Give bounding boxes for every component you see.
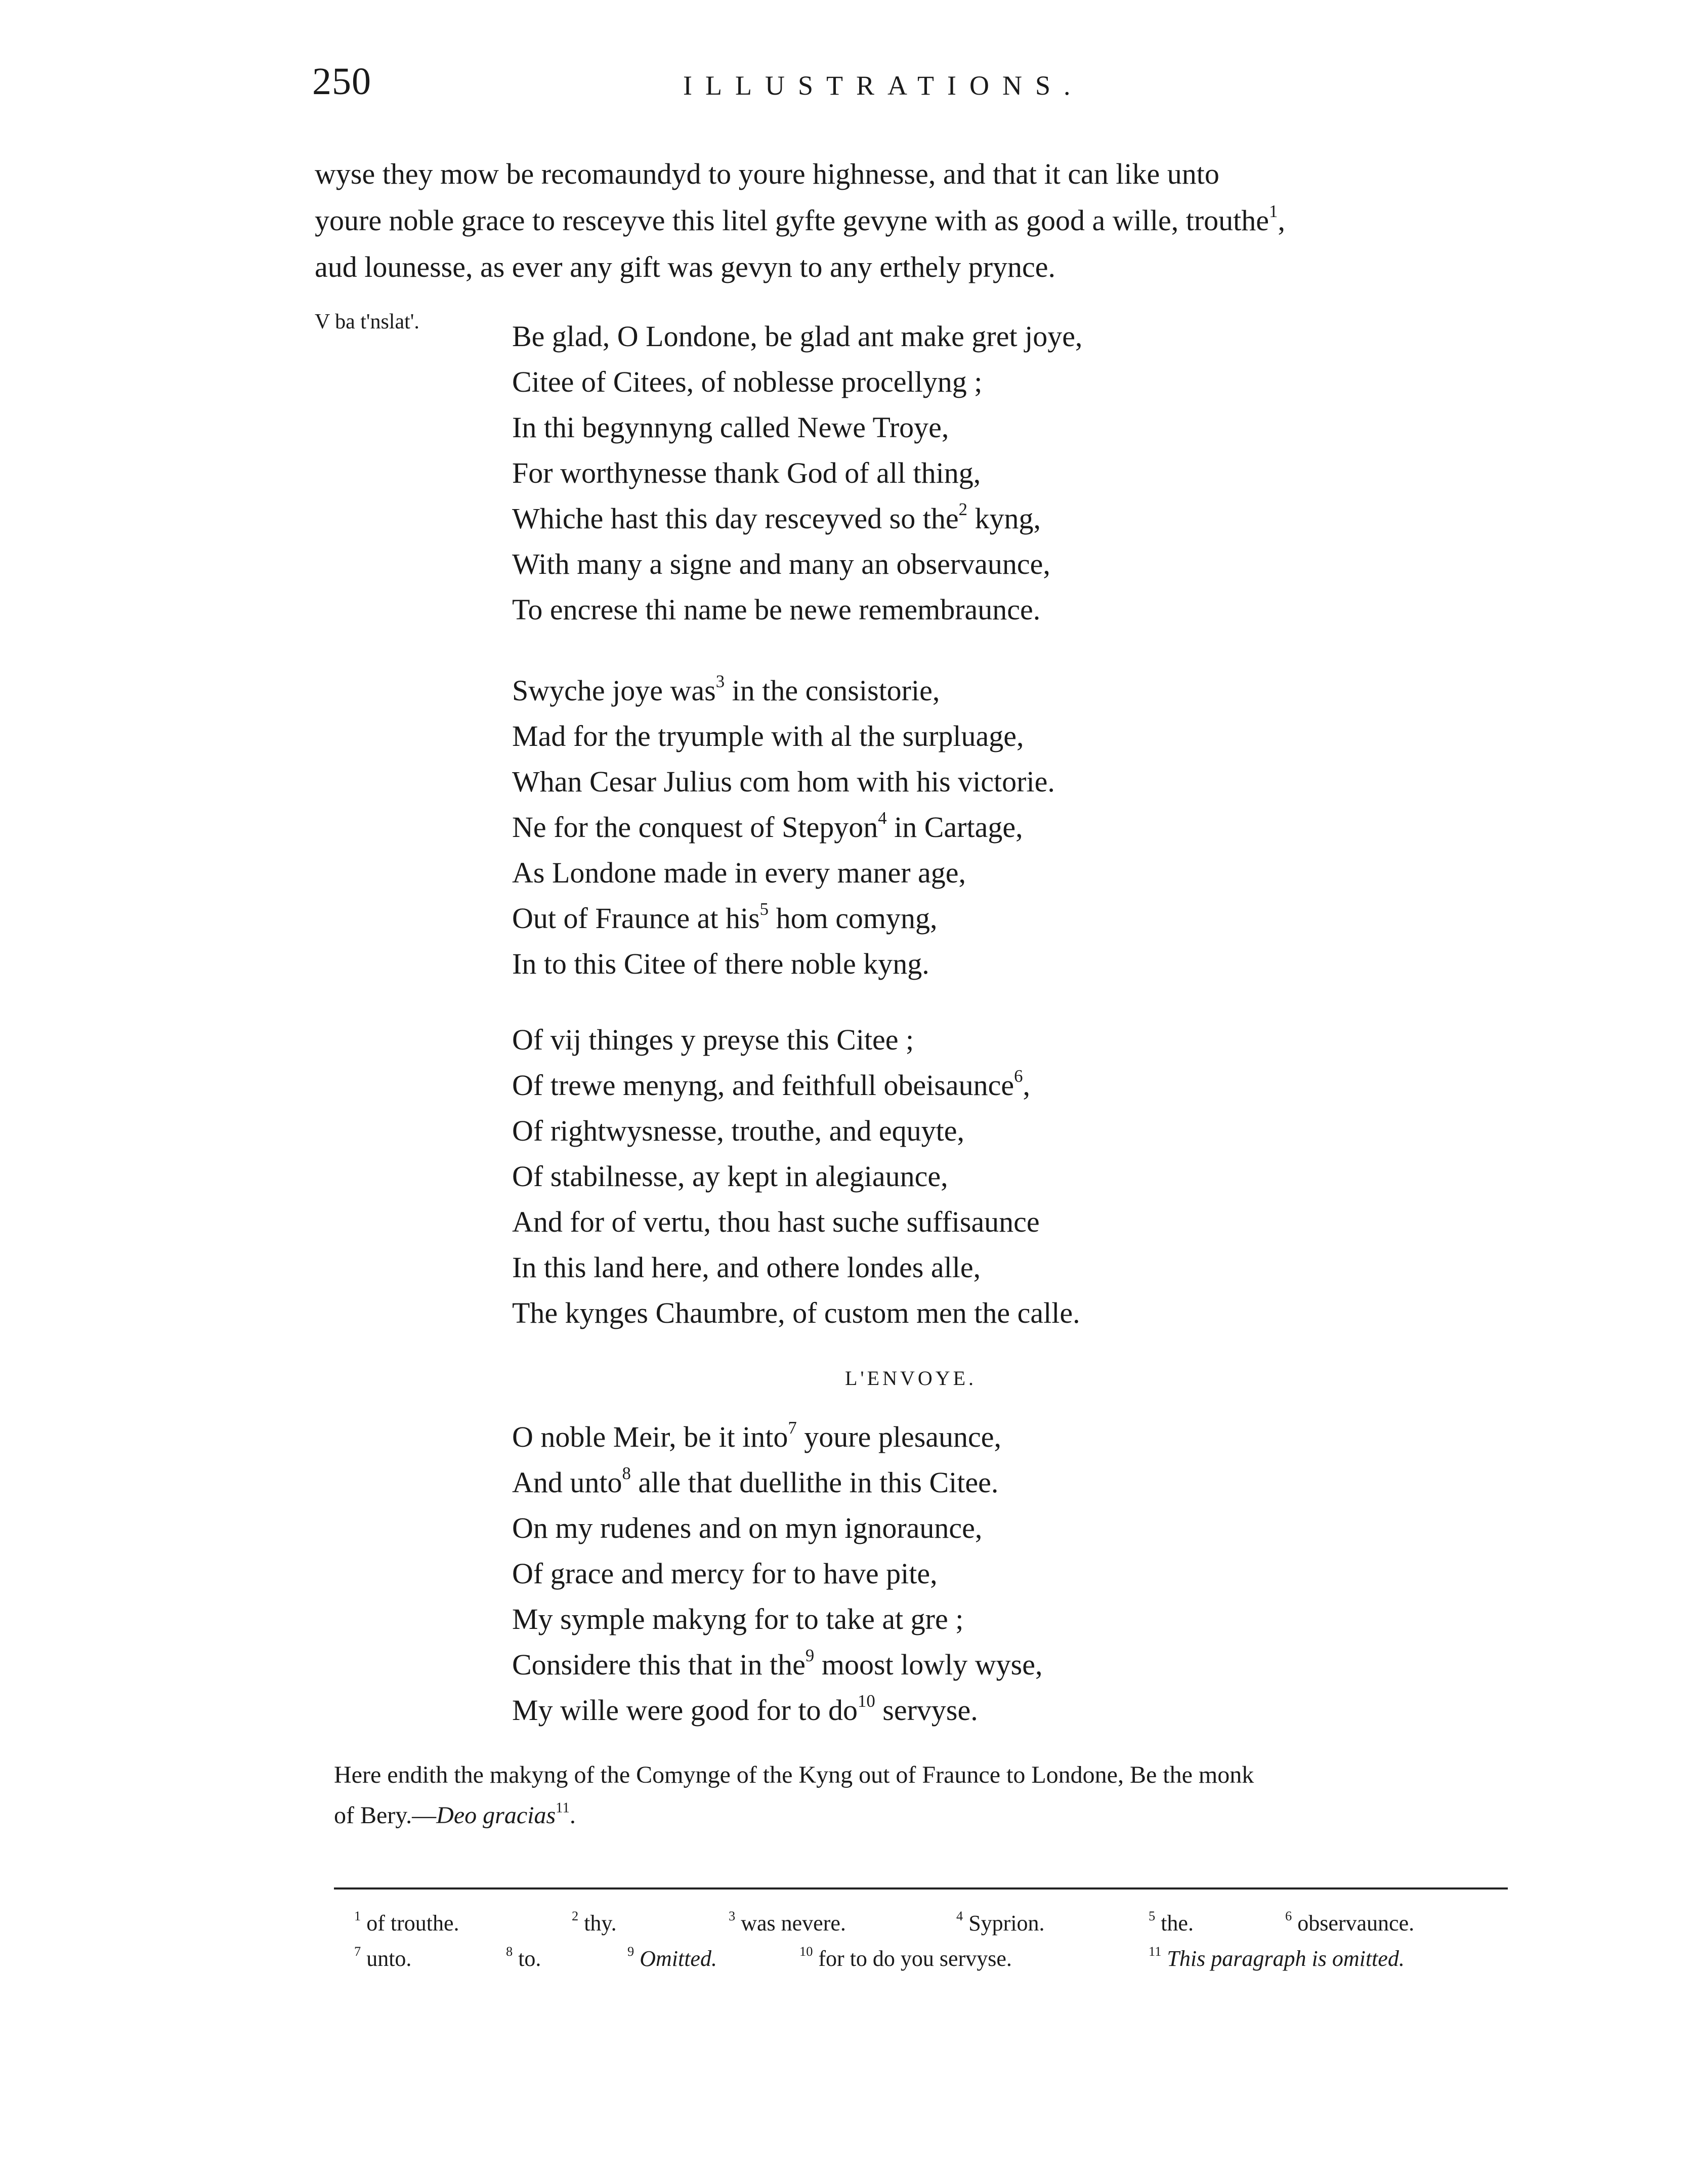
closing-line [334,1795,1508,1836]
running-title: ILLUSTRATIONS. [683,70,1084,101]
verse-line: My symple makyng for to take at gre ; [512,1603,964,1635]
footnote-text: to. [518,1946,541,1971]
verse-line [512,1642,1042,1688]
footnote-mark: 5 [1149,1908,1156,1924]
verse-line: To encrese thi name be newe remembraunce. [512,593,1041,626]
verse-line [512,896,1055,941]
closing-italic: Deo gracias [436,1802,556,1829]
note-marker: 8 [622,1463,631,1483]
verse-line [512,1414,1042,1460]
verse-text: moost lowly wyse, [814,1648,1043,1681]
footnote-mark: 9 [627,1944,634,1959]
footnote [572,1910,617,1936]
footnote [506,1946,541,1971]
verse-text: alle that duellithe in this Citee. [630,1466,999,1499]
footnote-text: Syprion. [968,1911,1045,1936]
envoy-heading: L'ENVOYE. [845,1367,977,1390]
footnote [354,1946,411,1971]
footnote [354,1910,459,1936]
verse-line: Of vij thinges y preyse this Citee ; [512,1023,914,1056]
closing-text: of Bery.— [334,1802,437,1829]
footnote [1149,1910,1194,1936]
verse-text: in the consistorie, [725,674,940,707]
verse-line [512,1063,1080,1108]
verse-text: Ne for the conquest of Stepyon [512,811,878,844]
verse-text: kyng, [967,502,1041,535]
prose-line: wyse they mow be recomaundyd to youre highnesse, and that it can like unto [315,157,1219,190]
envoy-stanza [512,1414,1042,1733]
verse-text: Of trewe menyng, and feithfull obeisaunce [512,1069,1014,1102]
verse-line: Be glad, O Londone, be glad ant make gret joye, [512,320,1083,353]
note-marker: 2 [958,499,968,519]
verse-line: Mad for the tryumple with al the surpluage, [512,720,1024,752]
closing-text: . [569,1802,576,1829]
prose-line [315,197,1494,244]
closing-note [334,1755,1508,1836]
verse-text: Out of Fraunce at his [512,902,760,935]
note-marker: 3 [715,671,725,691]
stanza-1 [512,314,1082,633]
note-marker: 10 [857,1691,875,1711]
footnote-mark: 10 [799,1944,813,1959]
footnote-text: thy. [584,1911,617,1936]
verse-line: Whan Cesar Julius com hom with his victorie. [512,765,1055,798]
prose-line-text: youre noble grace to resceyve this litel gyfte gevyne with as good a wille, trouthe [315,204,1269,237]
footnote-text: was nevere. [741,1911,846,1936]
verse-line: As Londone made in every maner age, [512,856,966,889]
footnote-mark: 6 [1285,1908,1292,1924]
footnote-text: the. [1161,1911,1194,1936]
footnote [627,1946,717,1971]
verse-text: My wille were good for to do [512,1694,858,1727]
verse-line: With many a signe and many an observaunce, [512,548,1050,580]
note-marker: 4 [878,808,887,828]
verse-line [512,805,1055,850]
verse-line [512,1460,1042,1505]
closing-line: Here endith the makyng of the Comynge of the Kyng out of Fraunce to Londone, Be the monk [334,1761,1254,1788]
verse-line: Of rightwysnesse, trouthe, and equyte, [512,1114,964,1147]
footnote-text: Omitted. [640,1946,717,1971]
prose-line: aud lounesse, as ever any gift was gevyn to any erthely prynce. [315,250,1056,283]
footnote [729,1910,846,1936]
footnote-text: observaunce. [1297,1911,1415,1936]
stanza-3 [512,1017,1080,1336]
footnote [1285,1910,1414,1936]
footnote [1149,1946,1405,1971]
footnote-mark: 7 [354,1944,361,1959]
note-marker: 6 [1014,1066,1023,1086]
verse-text: in Cartage, [886,811,1023,844]
verse-line: Of grace and mercy for to have pite, [512,1557,938,1590]
verse-text: Considere this that in the [512,1648,806,1681]
footnote-mark: 2 [572,1908,579,1924]
footnote-text: This paragraph is omitted. [1167,1946,1405,1971]
note-marker: 9 [805,1645,815,1665]
verse-line: On my rudenes and on myn ignoraunce, [512,1511,983,1544]
footnote-text: for to do you servyse. [818,1946,1012,1971]
note-marker: 5 [759,899,769,919]
verse-line [512,668,1055,713]
verse-line: In thi begynnyng called Newe Troye, [512,411,949,444]
verse-line: In to this Citee of there noble kyng. [512,947,929,980]
note-marker: 1 [1269,201,1278,221]
footnote-mark: 4 [956,1908,963,1924]
footnote-mark: 8 [506,1944,513,1959]
note-marker: 11 [556,1799,570,1816]
verse-line: And for of vertu, thou hast suche suffisaunce [512,1205,1040,1238]
verse-text: Whiche hast this day resceyved so the [512,502,959,535]
verse-text: servyse. [875,1694,978,1727]
margin-note: V ba t'nslat'. [315,310,419,333]
footnote [799,1946,1012,1971]
verse-text: O noble Meir, be it into [512,1420,788,1453]
page-number: 250 [312,60,371,103]
footnote-mark: 11 [1149,1944,1162,1959]
verse-line: Of stabilnesse, ay kept in alegiaunce, [512,1160,948,1193]
verse-text: hom comyng, [769,902,938,935]
footnote-mark: 3 [729,1908,736,1924]
footnote-mark: 1 [354,1908,361,1924]
footnote-divider [334,1887,1508,1889]
prose-paragraph [315,151,1494,290]
footnote [956,1910,1045,1936]
verse-line [512,1688,1042,1733]
verse-text: youre plesaunce, [796,1420,1001,1453]
verse-text: And unto [512,1466,622,1499]
verse-line: For worthynesse thank God of all thing, [512,456,981,489]
verse-line: In this land here, and othere londes alle, [512,1251,981,1284]
verse-text: , [1023,1069,1030,1102]
verse-text: Swyche joye was [512,674,716,707]
footnote-text: of trouthe. [366,1911,459,1936]
verse-line [512,496,1082,541]
verse-line: Citee of Citees, of noblesse procellyng ; [512,365,983,398]
footnote-text: unto. [366,1946,412,1971]
verse-line: The kynges Chaumbre, of custom men the calle. [512,1296,1080,1329]
prose-line-punct: , [1278,204,1285,237]
stanza-2 [512,668,1055,987]
note-marker: 7 [788,1417,797,1438]
